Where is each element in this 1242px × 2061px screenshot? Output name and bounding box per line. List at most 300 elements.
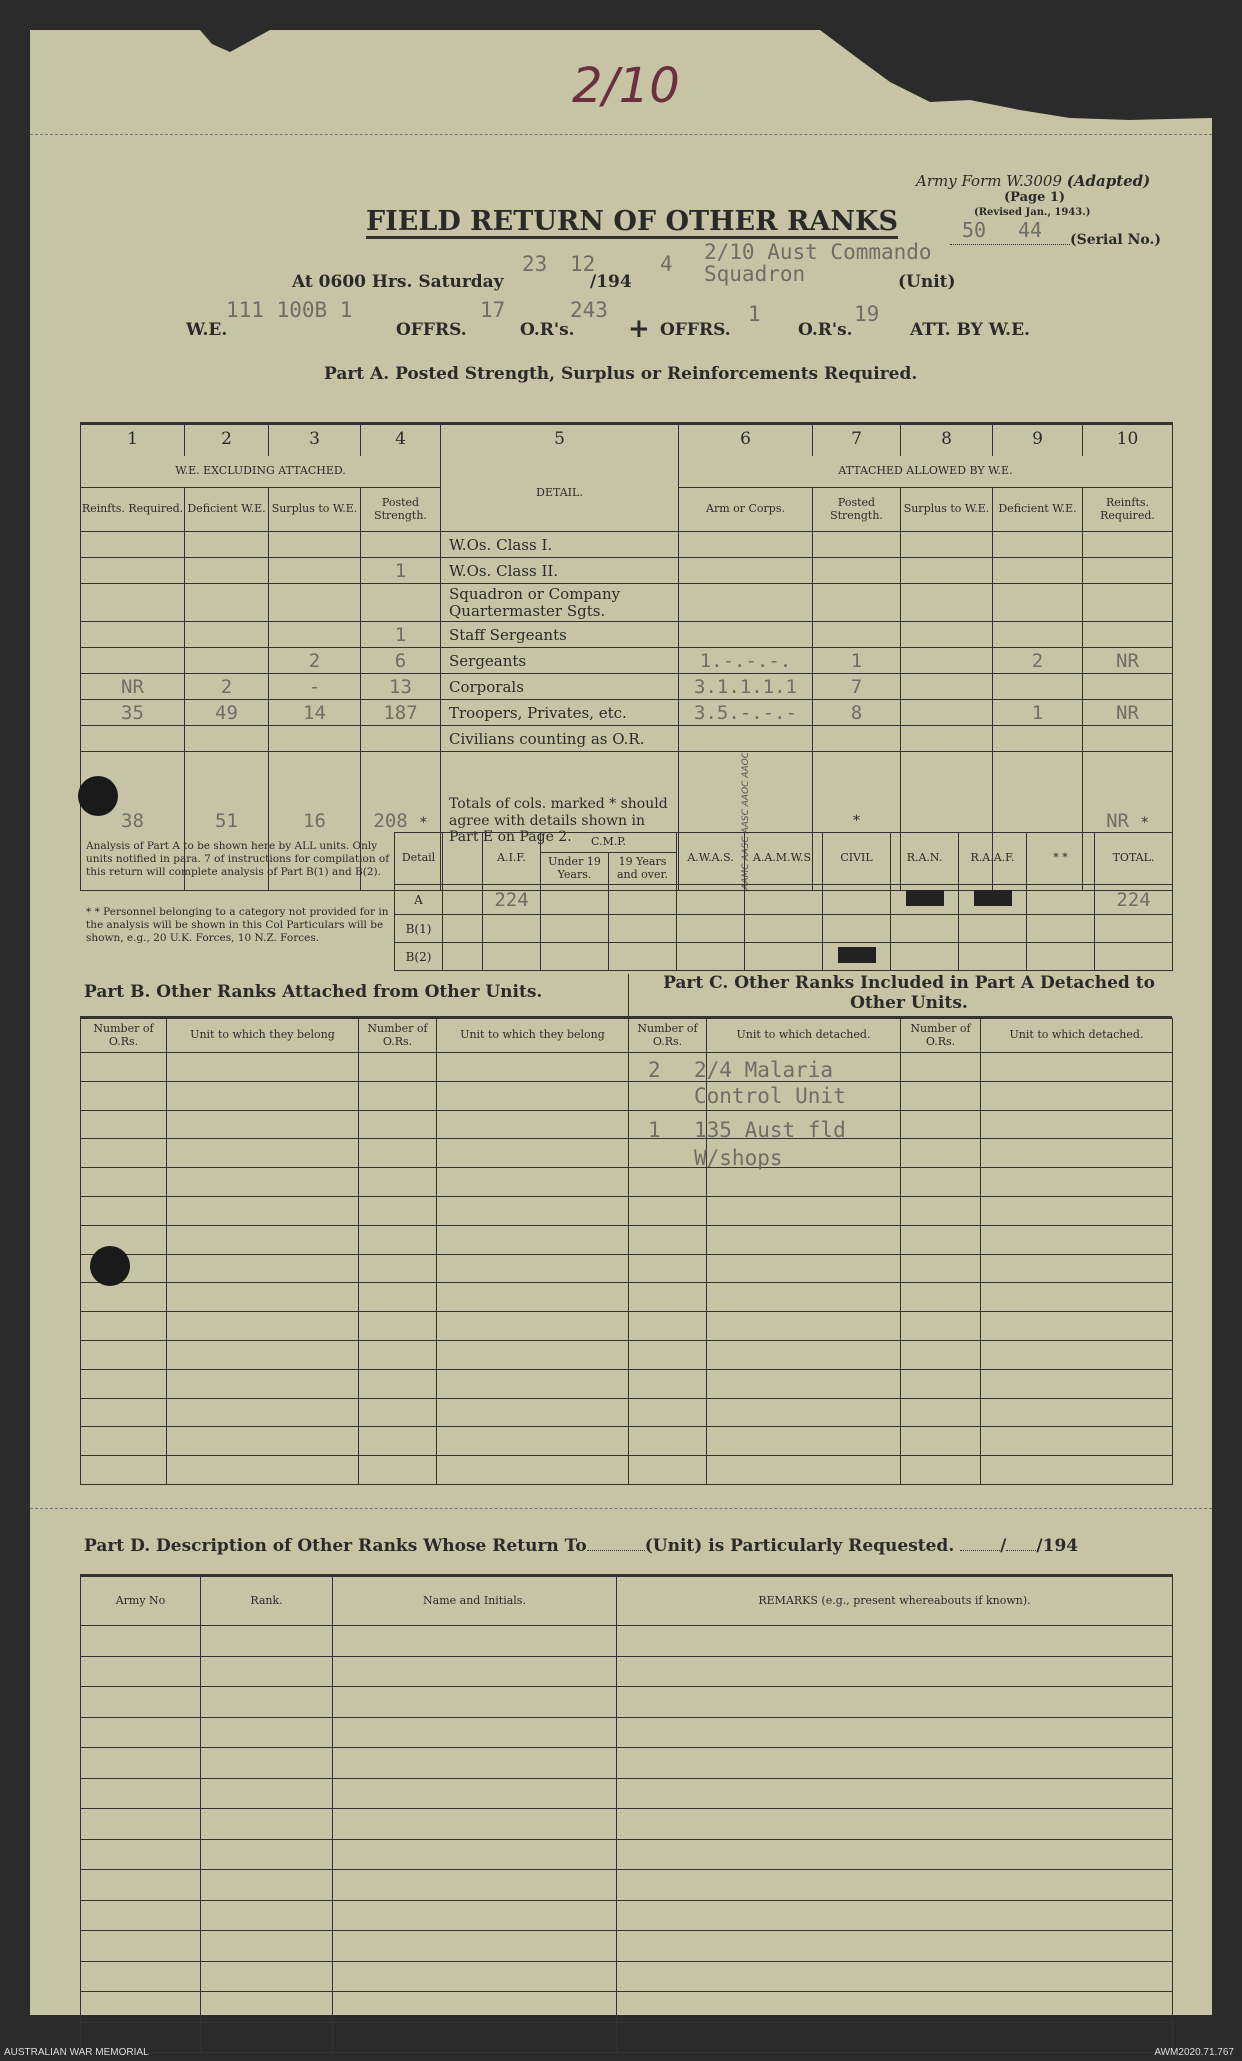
total-c7: * [813,752,901,891]
part-c-row-cell [981,1369,1173,1398]
part-d-row [81,1687,1173,1718]
totals-arm-corps-handwritten: AAMC AASC AASC AAOC AAOC [679,752,813,891]
row-detail: Corporals [441,674,679,700]
row-detail: Troopers, Privates, etc. [441,700,679,726]
subheader-reinfts-required-att: Reinfts. Required. [1083,488,1173,532]
serial-number-typed-b: 44 [1018,218,1043,242]
part-c-row-cell [707,1340,901,1369]
part-d-row [81,1778,1173,1809]
part-b-row-cell [437,1369,629,1398]
part-d-row [81,1992,1173,2023]
part-c-row-cell [901,1081,981,1110]
part-c-row-cell [629,1369,707,1398]
row-cell-c9: 2 [993,648,1083,674]
part-d-row-cell [333,1626,617,1657]
part-a-table [80,422,1173,891]
part-d-row [81,1961,1173,1992]
part-d-table [80,1574,1173,2053]
row-cell-c6 [679,726,813,752]
part-b-row [81,1110,629,1139]
part-b-row-cell [359,1427,437,1456]
part-d-row [81,1626,1173,1657]
part-b-row-cell [167,1456,359,1485]
analysis-total-header: TOTAL. [1095,833,1173,885]
row-cell-c3 [269,558,361,584]
part-c-row-cell [901,1110,981,1139]
row-cell-c8 [901,584,993,622]
part-d-row-cell [333,1931,617,1962]
part-c-row-cell [629,1283,707,1312]
part-d-row-cell [617,1656,1173,1687]
analysis-cmp-header: C.M.P. [541,833,677,853]
row-cell-c6 [679,622,813,648]
part-b-row-cell [437,1168,629,1197]
part-d-row-cell [333,1748,617,1779]
row-cell-c3: - [269,674,361,700]
part-d-row-cell [81,1931,201,1962]
total-c10: NR * [1083,752,1173,891]
row-cell-c4: 13 [361,674,441,700]
part-d-row-cell [201,1656,333,1687]
row-cell-c8 [901,648,993,674]
part-b-row-cell [167,1340,359,1369]
part-b-title: Part B. Other Ranks Attached from Other Units. [84,982,543,1002]
row-cell-c2 [185,622,269,648]
part-c-row-cell [901,1398,981,1427]
unit-name-line1: 2/10 Aust Commando [704,240,932,264]
subheader-surplus-we-att: Surplus to W.E. [901,488,993,532]
part-d-row-cell [617,1809,1173,1840]
ors2-label: O.R's. [798,320,853,340]
we-typed-values: 111 100B 1 [226,298,353,322]
row-cell-c4 [361,584,441,622]
part-d-row [81,2022,1173,2053]
col-number-6: 6 [679,424,813,456]
part-b-row-cell [81,1369,167,1398]
part-c-row-cell [981,1225,1173,1254]
part-c-entry-1-number: 2 [648,1058,661,1082]
row-detail: W.Os. Class II. [441,558,679,584]
part-c-row-cell [629,1168,707,1197]
part-c-row-cell [629,1225,707,1254]
part-d-row-cell [201,1809,333,1840]
part-d-row-cell [333,1839,617,1870]
part-c-row-cell [981,1340,1173,1369]
analysis-total-a: 224 [1095,885,1173,915]
part-b-row-cell [437,1427,629,1456]
analysis-table [394,832,1173,971]
part-d-row-cell [333,1992,617,2023]
part-b-row-cell [81,1427,167,1456]
part-b-row-cell [437,1225,629,1254]
row-cell-c8 [901,558,993,584]
part-d-row [81,1931,1173,1962]
part-d-row-cell [81,1778,201,1809]
army-form-number: Army Form W.3009 (Adapted) [916,172,1151,190]
row-cell-c4 [361,726,441,752]
row-cell-c2 [185,532,269,558]
subheader-surplus-we: Surplus to W.E. [269,488,361,532]
part-d-row-cell [333,2022,617,2053]
subheader-posted-strength-att: Posted Strength. [813,488,901,532]
part-b-row-cell [167,1398,359,1427]
part-d-row-cell [201,1748,333,1779]
row-cell-c1 [81,532,185,558]
part-d-row-cell [201,1992,333,2023]
row-cell-c8 [901,700,993,726]
row-detail: Squadron or Company Quartermaster Sgts. [441,584,679,622]
row-cell-c1: 35 [81,700,185,726]
part-d-row [81,1717,1173,1748]
offrs-label: OFFRS. [396,320,467,340]
part-b-row [81,1456,629,1485]
part-c-row-cell [901,1254,981,1283]
handwritten-reference: 2/10 [572,58,680,114]
part-b-row-cell [81,1398,167,1427]
part-d-title: Part D. Description of Other Ranks Whose Return To (Unit) is Particularly Requested. / /194 [84,1536,1079,1556]
row-cell-c2 [185,584,269,622]
row-cell-c9 [993,726,1083,752]
part-c-row-cell [981,1456,1173,1485]
row-cell-c1: NR [81,674,185,700]
part-c-row [629,1254,1173,1283]
part-d-row [81,1748,1173,1779]
part-c-row [629,1398,1173,1427]
part-b-row [81,1081,629,1110]
part-b-row-cell [437,1053,629,1082]
part-b-row-cell [81,1139,167,1168]
part-d-row-cell [617,1961,1173,1992]
part-b-number-header-1: Number of O.Rs. [81,1019,167,1053]
part-c-row-cell [981,1168,1173,1197]
row-cell-c6 [679,532,813,558]
part-b-row-cell [359,1110,437,1139]
part-d-row-cell [81,1687,201,1718]
subheader-reinfts-required: Reinfts. Required. [81,488,185,532]
offrs2-typed: 1 [748,302,761,326]
part-d-row-cell [617,1931,1173,1962]
part-c-entry-2-line2: W/shops [694,1146,783,1170]
part-d-row-cell [617,1687,1173,1718]
col-number-2: 2 [185,424,269,456]
col-number-5: 5 [441,424,679,456]
row-cell-c7 [813,622,901,648]
time-day-label: At 0600 Hrs. Saturday [292,272,504,292]
analysis-row-a [395,885,1173,915]
row-cell-c1 [81,648,185,674]
serial-number-typed-a: 50 [962,218,987,242]
part-b-row-cell [359,1254,437,1283]
part-b-row-cell [81,1168,167,1197]
part-b-row-cell [81,1110,167,1139]
total-c4: 208 * [361,752,441,891]
row-cell-c4: 1 [361,558,441,584]
part-b-row-cell [437,1340,629,1369]
offrs2-label: OFFRS. [660,320,731,340]
row-cell-c10 [1083,558,1173,584]
part-d-row [81,1839,1173,1870]
part-c-row-cell [629,1340,707,1369]
part-b-row-cell [437,1398,629,1427]
analysis-aamws-header: A.A.M.W.S. [745,833,823,885]
part-d-row [81,1809,1173,1840]
row-cell-c7 [813,532,901,558]
row-cell-c1 [81,558,185,584]
part-b-unit-header-2: Unit to which they belong [437,1019,629,1053]
row-cell-c6 [679,584,813,622]
analysis-civil-header: CIVIL [823,833,891,885]
part-c-row-cell [981,1427,1173,1456]
row-cell-c4 [361,532,441,558]
footer-institution: AUSTRALIAN WAR MEMORIAL [4,2047,149,2058]
row-cell-c8 [901,674,993,700]
part-c-row-cell [707,1168,901,1197]
row-cell-c10 [1083,532,1173,558]
part-c-row-cell [981,1053,1173,1082]
redacted-raaf-a [959,885,1027,915]
subheader-deficient-we: Deficient W.E. [185,488,269,532]
analysis-aif-a: 224 [483,885,541,915]
row-cell-c3: 2 [269,648,361,674]
part-d-row-cell [617,1870,1173,1901]
row-cell-c7: 7 [813,674,901,700]
subheader-arm-corps: Arm or Corps. [679,488,813,532]
part-a-title: Part A. Posted Strength, Surplus or Reinforcements Required. [324,364,918,384]
part-c-row-cell [707,1283,901,1312]
row-cell-c6 [679,558,813,584]
analysis-row-b1-label: B(1) [395,915,443,943]
part-b-row [81,1312,629,1341]
part-b-row-cell [167,1196,359,1225]
part-d-row-cell [617,1839,1173,1870]
part-b-unit-header-1: Unit to which they belong [167,1019,359,1053]
part-d-row-cell [201,1717,333,1748]
part-c-row-cell [901,1340,981,1369]
part-d-row-cell [201,1900,333,1931]
part-d-rank-header: Rank. [201,1576,333,1626]
plus-sign: + [628,314,650,344]
part-d-row-cell [617,1778,1173,1809]
part-b-row [81,1340,629,1369]
part-d-row-cell [333,1687,617,1718]
part-d-row-cell [201,1961,333,1992]
part-c-unit-header-2: Unit to which detached. [981,1019,1173,1053]
part-d-row-cell [617,1717,1173,1748]
part-d-row-cell [201,1687,333,1718]
col-number-7: 7 [813,424,901,456]
row-detail: Civilians counting as O.R. [441,726,679,752]
part-d-row-cell [333,1717,617,1748]
analysis-row-b2-label: B(2) [395,943,443,971]
part-d-row-cell [333,1778,617,1809]
row-cell-c7: 8 [813,700,901,726]
part-d-row [81,1870,1173,1901]
part-b-row-cell [437,1456,629,1485]
part-c-row [629,1340,1173,1369]
footer-accession-number: AWM2020.71.767 [1154,2047,1234,2058]
part-b-row-cell [359,1340,437,1369]
part-d-row-cell [81,1992,201,2023]
column-number-row [81,424,1173,456]
part-a-row [81,726,1173,752]
part-b-row-cell [359,1196,437,1225]
row-detail: Staff Sergeants [441,622,679,648]
part-b-row-cell [167,1369,359,1398]
part-c-row-cell [707,1456,901,1485]
row-cell-c8 [901,726,993,752]
part-b-row [81,1427,629,1456]
part-c-row [629,1225,1173,1254]
part-c-row-cell [707,1312,901,1341]
part-d-row-cell [201,2022,333,2053]
part-d-remarks-header: REMARKS (e.g., present whereabouts if known). [617,1576,1173,1626]
row-cell-c2 [185,726,269,752]
part-c-row [629,1312,1173,1341]
part-b-row-cell [81,1053,167,1082]
part-b-row-cell [359,1369,437,1398]
part-c-row-cell [981,1283,1173,1312]
row-cell-c10 [1083,674,1173,700]
part-b-row-cell [437,1081,629,1110]
part-c-row-cell [901,1427,981,1456]
part-d-row-cell [201,1931,333,1962]
col-number-8: 8 [901,424,993,456]
part-b-row-cell [437,1254,629,1283]
row-cell-c9 [993,622,1083,648]
perforation-line-top [30,134,1212,135]
part-b-row-cell [359,1053,437,1082]
row-cell-c4: 1 [361,622,441,648]
part-d-row-cell [81,1839,201,1870]
part-b-row-cell [167,1312,359,1341]
att-label: ATT. BY W.E. [910,320,1030,340]
part-d-row-cell [333,1961,617,1992]
part-d-row-cell [201,1626,333,1657]
row-cell-c3: 14 [269,700,361,726]
part-d-row [81,1900,1173,1931]
part-c-row-cell [707,1427,901,1456]
part-c-row-cell [629,1254,707,1283]
analysis-row-a-label: A [395,885,443,915]
part-b-row-cell [437,1283,629,1312]
part-d-row-cell [333,1656,617,1687]
col-number-10: 10 [1083,424,1173,456]
part-b-row-cell [167,1139,359,1168]
part-b-row [81,1398,629,1427]
ors-label: O.R's. [520,320,575,340]
part-c-entry-2-number: 1 [648,1118,661,1142]
col-number-9: 9 [993,424,1083,456]
part-c-row-cell [981,1254,1173,1283]
row-cell-c6: 3.1.1.1.1 [679,674,813,700]
part-d-row-cell [617,1900,1173,1931]
part-c-row-cell [981,1196,1173,1225]
part-c-row [629,1427,1173,1456]
analysis-awas-header: A.W.A.S. [677,833,745,885]
part-d-row-cell [201,1778,333,1809]
analysis-ran-header: R.A.N. [891,833,959,885]
row-cell-c9 [993,532,1083,558]
part-d-row-cell [201,1839,333,1870]
ors-typed: 243 [570,298,608,322]
part-b-row [81,1225,629,1254]
part-c-number-header-1: Number of O.Rs. [629,1019,707,1053]
row-cell-c3 [269,584,361,622]
part-c-row-cell [707,1254,901,1283]
part-b-row-cell [437,1312,629,1341]
part-c-row-cell [981,1398,1173,1427]
row-cell-c10 [1083,622,1173,648]
form-title: FIELD RETURN OF OTHER RANKS [366,208,898,239]
row-cell-c2 [185,648,269,674]
part-c-entry-1-line1: 2/4 Malaria [694,1058,834,1082]
part-c-title: Part C. Other Ranks Included in Part A Detached to Other Units. [663,973,1155,1013]
part-a-row [81,584,1173,622]
subheader-deficient-we-att: Deficient W.E. [993,488,1083,532]
analysis-note-2: * * Personnel belonging to a category not provided for in the analysis will be shown in this Col Particulars will be shown, e.g., 20 U.K. Forces, 10 N.Z. Forces. [86,906,389,945]
part-b-row-cell [167,1168,359,1197]
punch-hole-top [78,776,118,816]
part-b-row-cell [167,1110,359,1139]
part-c-entry-2-line1: 135 Aust fld [694,1118,846,1142]
total-c2: 51 [185,752,269,891]
date-month: 12 [570,252,596,276]
part-d-name-header: Name and Initials. [333,1576,617,1626]
part-b-row [81,1369,629,1398]
part-c-row [629,1369,1173,1398]
part-b-row [81,1283,629,1312]
part-b-row-cell [167,1053,359,1082]
row-cell-c7 [813,584,901,622]
group-we-excluding-attached: W.E. EXCLUDING ATTACHED. [81,456,441,488]
row-cell-c10: NR [1083,648,1173,674]
total-c1: 38 [81,752,185,891]
part-b-row-cell [81,1283,167,1312]
part-c-row [629,1168,1173,1197]
part-c-row [629,1196,1173,1225]
part-b-row-cell [359,1456,437,1485]
part-b-row-cell [167,1427,359,1456]
row-cell-c2: 2 [185,674,269,700]
date-day: 23 [522,252,548,276]
part-b-row-cell [167,1254,359,1283]
part-c-row [629,1456,1173,1485]
row-cell-c8 [901,622,993,648]
ors2-typed: 19 [854,302,880,326]
row-cell-c6: 3.5.-.-.- [679,700,813,726]
perforation-line-middle [30,1508,1212,1509]
part-c-row-cell [901,1225,981,1254]
row-cell-c9 [993,584,1083,622]
part-c-row-cell [901,1168,981,1197]
analysis-detail-header: Detail [395,833,443,885]
part-d-row-cell [81,1809,201,1840]
row-cell-c7 [813,558,901,584]
year-label: /194 [590,272,632,292]
part-b-row-cell [359,1225,437,1254]
part-a-row [81,532,1173,558]
part-bc-divider-top [628,974,629,1016]
col-number-3: 3 [269,424,361,456]
totals-detail: Totals of cols. marked * should agree with details shown in Part E on Page 2. [441,752,679,891]
part-c-row-cell [981,1081,1173,1110]
part-d-row-cell [617,2022,1173,2053]
part-c-entry-1-line2: Control Unit [694,1084,846,1108]
part-c-row [629,1283,1173,1312]
part-c-row-cell [981,1312,1173,1341]
row-cell-c1 [81,726,185,752]
analysis-under19-header: Under 19 Years. [541,853,609,885]
